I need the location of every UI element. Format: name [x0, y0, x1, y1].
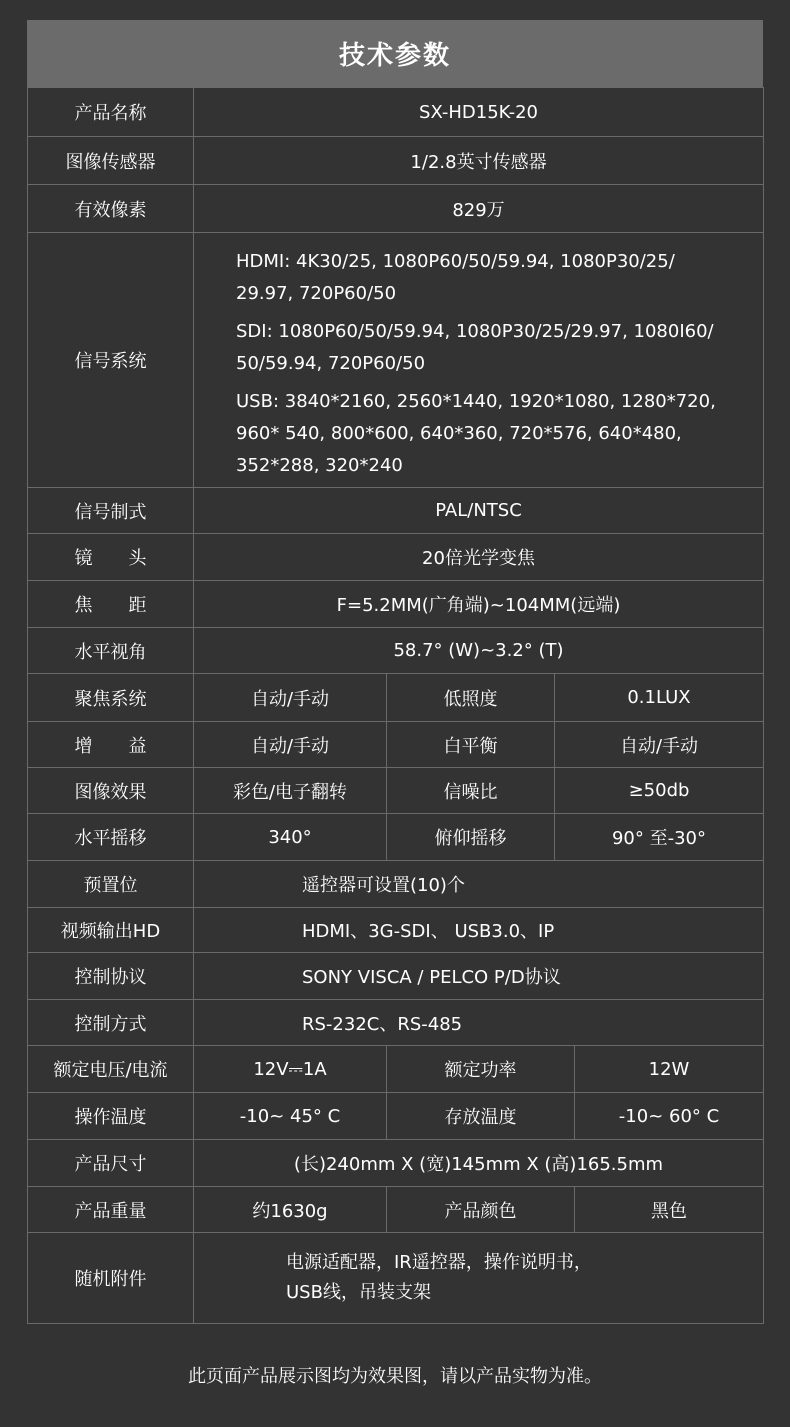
spec-value: 彩色/电子翻转	[193, 768, 386, 813]
signal-usb: USB: 3840*2160, 2560*1440, 1920*1080, 1280*720, 960* 540, 800*600, 640*360, 720*576, 640*480, 352*288, 320*240	[236, 391, 716, 476]
spec-value: F=5.2MM(广角端)~104MM(远端)	[193, 581, 763, 627]
table-row	[28, 627, 763, 673]
spec-label: 控制方式	[74, 1013, 147, 1035]
page-title: 技术参数	[27, 20, 763, 87]
table-row	[28, 1045, 763, 1092]
spec-value: SONY VISCA / PELCO P/D协议	[193, 953, 763, 999]
spec-value: 90° 至-30°	[554, 814, 763, 860]
spec-label: 额定电压/电流	[53, 1060, 168, 1081]
spec-value: ≥50db	[554, 768, 763, 813]
spec-value: 58.7° (W)~3.2° (T)	[193, 628, 763, 673]
table-row	[28, 813, 763, 860]
spec-label: 额定功率	[386, 1046, 574, 1092]
spec-value: HDMI、3G-SDI、 USB3.0、IP	[193, 908, 763, 952]
spec-value: 遥控器可设置(10)个	[193, 861, 763, 907]
spec-value: 12V⎓1A	[193, 1046, 386, 1092]
spec-value: 黑色	[574, 1187, 763, 1232]
spec-label: 存放温度	[386, 1093, 574, 1139]
table-row	[28, 1232, 763, 1323]
spec-label: 白平衡	[386, 722, 554, 767]
spec-value: (长)240mm X (宽)145mm X (高)165.5mm	[193, 1140, 763, 1186]
signal-sdi: SDI: 1080P60/50/59.94, 1080P30/25/29.97, 1080I60/ 50/59.94, 720P60/50	[236, 321, 714, 374]
spec-label: 产品重量	[74, 1200, 147, 1222]
signal-hdmi: HDMI: 4K30/25, 1080P60/50/59.94, 1080P30/25/ 29.97, 720P60/50	[236, 251, 675, 304]
spec-label: 水平摇移	[74, 828, 147, 849]
spec-value: SX-HD15K-20	[193, 88, 763, 136]
spec-value: 0.1LUX	[554, 674, 763, 721]
footer-note: 此页面产品展示图均为效果图，请以产品实物为准。	[188, 1366, 602, 1387]
spec-label: 增 益	[74, 735, 147, 757]
spec-label: 操作温度	[74, 1107, 147, 1128]
spec-label: 视频输出HD	[60, 921, 161, 942]
spec-label: 俯仰摇移	[386, 814, 554, 860]
spec-label: 有效像素	[74, 199, 147, 221]
spec-value: PAL/NTSC	[193, 488, 763, 533]
spec-label: 低照度	[386, 674, 554, 721]
table-row	[28, 136, 763, 184]
spec-label: 信号制式	[74, 501, 147, 523]
table-row	[28, 1092, 763, 1139]
table-row	[28, 767, 763, 813]
spec-label: 图像效果	[74, 781, 147, 803]
table-row	[28, 580, 763, 627]
spec-value: 约1630g	[193, 1187, 386, 1232]
table-row	[28, 952, 763, 999]
table-row	[28, 88, 763, 136]
spec-label: 图像传感器	[65, 151, 156, 173]
spec-value: -10~ 60° C	[574, 1093, 763, 1139]
spec-value: 340°	[193, 814, 386, 860]
table-row	[28, 533, 763, 580]
table-row	[28, 184, 763, 232]
spec-label: 控制协议	[74, 967, 147, 988]
spec-label: 水平视角	[74, 641, 147, 663]
table-row	[28, 860, 763, 907]
spec-value: 自动/手动	[193, 722, 386, 767]
accessories-line: 电源适配器，IR遥控器，操作说明书，	[286, 1252, 592, 1273]
spec-value: 自动/手动	[193, 674, 386, 721]
spec-label: 信号系统	[74, 351, 147, 372]
spec-label: 焦 距	[74, 595, 147, 616]
table-row	[28, 1186, 763, 1232]
table-row	[28, 487, 763, 533]
spec-value: 829万	[193, 185, 763, 232]
table-row	[28, 1139, 763, 1186]
spec-label: 聚焦系统	[74, 688, 147, 710]
table-row	[28, 907, 763, 952]
spec-label: 产品名称	[74, 103, 147, 124]
spec-value: 20倍光学变焦	[193, 534, 763, 580]
spec-label: 镜 头	[74, 548, 147, 569]
signal-system-details	[236, 246, 736, 488]
table-row	[28, 721, 763, 767]
spec-value: 自动/手动	[554, 722, 763, 767]
table-row	[28, 999, 763, 1045]
spec-label: 预置位	[83, 875, 138, 896]
spec-label: 随机附件	[74, 1269, 147, 1290]
spec-value-cell	[193, 1233, 763, 1323]
table-row	[28, 673, 763, 721]
spec-value: -10~ 45° C	[193, 1093, 386, 1139]
spec-value: 1/2.8英寸传感器	[193, 137, 763, 184]
accessories-line: USB线，吊装支架	[286, 1282, 431, 1303]
spec-label: 产品尺寸	[74, 1154, 147, 1175]
spec-label: 信噪比	[386, 768, 554, 813]
spec-value: 12W	[574, 1046, 763, 1092]
spec-label: 产品颜色	[386, 1187, 574, 1232]
spec-value: RS-232C、RS-485	[193, 1000, 763, 1045]
